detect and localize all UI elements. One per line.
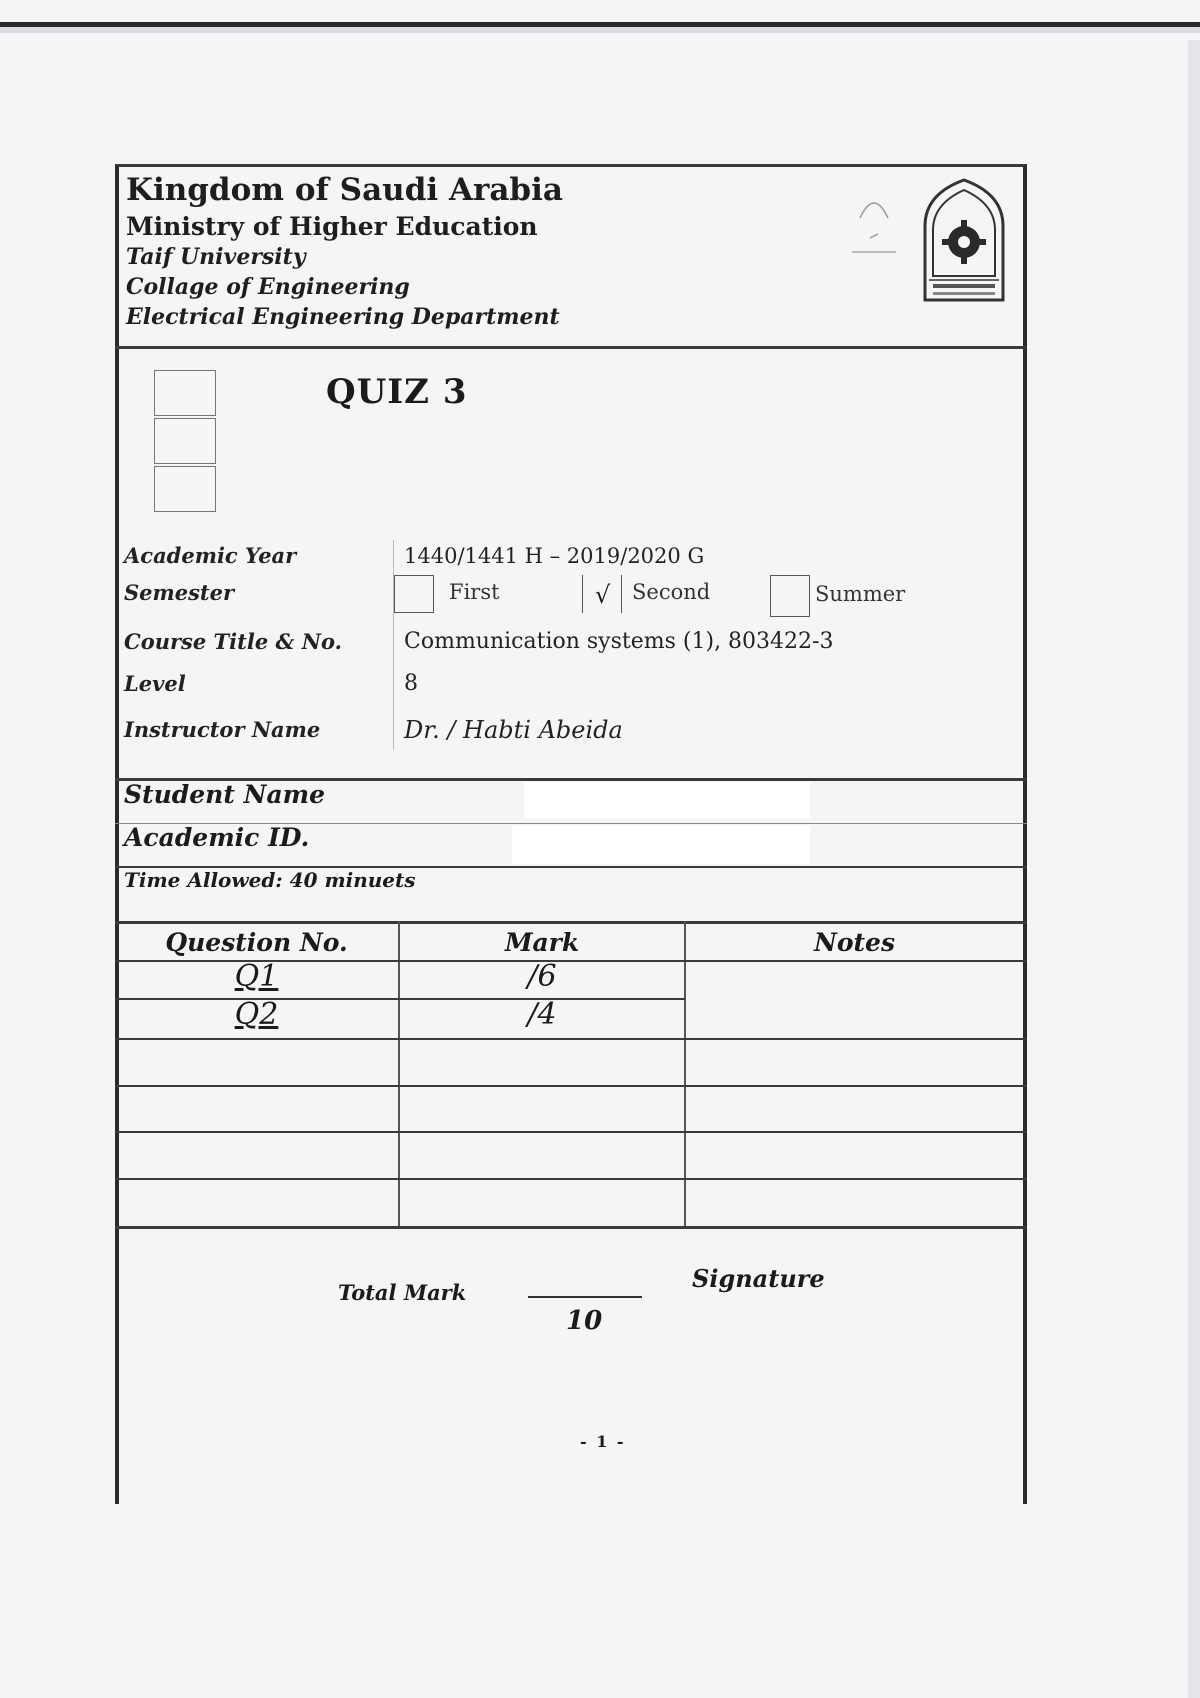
semester-second-checkbox [582,575,622,613]
header-country: Kingdom of Saudi Arabia [126,172,563,208]
total-mark-fraction-line [528,1296,642,1298]
total-mark-denominator: 10 [566,1306,603,1336]
semester-second-label: Second [632,580,711,604]
header-university: Taif University [126,244,306,270]
semester-first-label: First [449,580,500,604]
semester-summer-label: Summer [815,582,906,606]
table-row-divider-3 [115,1085,1027,1087]
scan-shadow [0,27,1200,33]
redacted-student-name [524,782,810,818]
header-question-no: Question No. [165,928,348,957]
blank-box-2 [154,418,216,464]
semester-first-checkbox [394,575,434,613]
instructor-value: Dr. / Habti Abeida [404,716,623,744]
student-name-label: Student Name [124,780,326,809]
course-value: Communication systems (1), 803422-3 [404,629,834,654]
time-allowed: Time Allowed: 40 minuets [124,868,416,892]
scan-edge-right [1188,40,1200,1698]
info-divider [393,540,394,750]
quiz-title: QUIZ 3 [326,372,468,412]
table-col-divider-2 [684,921,686,1229]
university-logo-icon [919,176,1009,306]
table-bottom-border [115,1226,1027,1229]
row-q1-question: Q1 [234,959,279,994]
header-department: Electrical Engineering Department [126,304,560,330]
row-q1-mark: /6 [527,959,557,994]
table-row-divider-5 [115,1178,1027,1180]
page-number: - 1 - [580,1432,626,1451]
semester-summer-checkbox [770,575,810,617]
row-q2-question: Q2 [234,997,279,1032]
row-q2-mark: /4 [527,997,557,1032]
academic-id-label: Academic ID. [124,823,310,852]
semester-label: Semester [124,580,235,605]
level-value: 8 [404,671,418,696]
redacted-academic-id [512,826,810,864]
check-mark-icon: √ [595,581,611,609]
header-college: Collage of Engineering [126,274,410,300]
blank-box-1 [154,370,216,416]
faint-emblem-icon [850,188,898,258]
blank-box-3 [154,466,216,512]
instructor-label: Instructor Name [124,717,321,742]
header-divider [115,346,1027,349]
signature-label: Signature [692,1264,825,1293]
table-row-divider-2 [115,1038,1027,1040]
table-top-border [115,921,1027,924]
academic-year-value: 1440/1441 H – 2019/2020 G [404,544,705,568]
table-row-divider-4 [115,1131,1027,1133]
academic-year-label: Academic Year [124,543,297,568]
header-notes: Notes [813,928,896,957]
header-mark: Mark [504,928,580,957]
total-mark-label: Total Mark [338,1280,467,1305]
level-label: Level [124,671,186,696]
course-label: Course Title & No. [124,629,342,654]
header-ministry: Ministry of Higher Education [126,212,538,241]
